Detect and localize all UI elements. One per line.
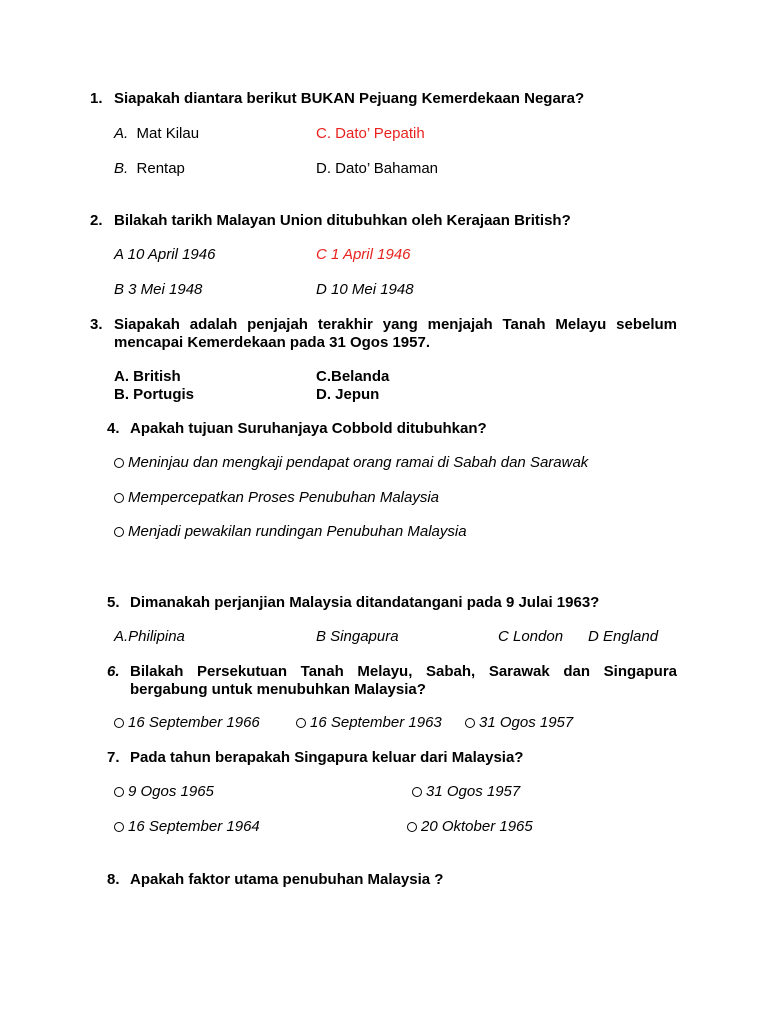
option-3[interactable]: 16 September 1964 [114, 818, 260, 835]
option-b: B. Portugis [114, 386, 195, 403]
option-a: A. Mat Kilau [114, 125, 200, 142]
radio-circle-icon[interactable] [114, 458, 124, 468]
radio-circle-icon[interactable] [407, 822, 417, 832]
question-number: 3. [90, 316, 103, 333]
option-2[interactable]: Mempercepatkan Proses Penubuhan Malaysia [114, 489, 439, 506]
question-number: 7. [107, 749, 120, 766]
option-1[interactable]: 16 September 1966 [114, 714, 260, 731]
option-3[interactable]: 31 Ogos 1957 [465, 714, 573, 731]
option-c: C.Belanda [316, 368, 390, 385]
option-1[interactable]: 9 Ogos 1965 [114, 783, 214, 800]
question-text: Apakah faktor utama penubuhan Malaysia ? [130, 871, 444, 888]
option-d: D. Dato’ Bahaman [316, 160, 439, 177]
option-c-answer: C 1 April 1946 [316, 246, 411, 263]
question-text: Dimanakah perjanjian Malaysia ditandatangani pada 9 Julai 1963? [130, 594, 600, 611]
option-a: A.Philipina [114, 628, 185, 645]
option-2[interactable]: 16 September 1963 [296, 714, 442, 731]
option-d: D 10 Mei 1948 [316, 281, 414, 298]
radio-circle-icon[interactable] [114, 527, 124, 537]
question-text: Pada tahun berapakah Singapura keluar dari Malaysia? [130, 749, 524, 766]
question-text-line-1: Bilakah Persekutuan Tanah Melayu, Sabah, Sarawak dan Singapura [130, 663, 677, 680]
radio-circle-icon[interactable] [114, 493, 124, 503]
radio-circle-icon[interactable] [114, 822, 124, 832]
question-number: 2. [90, 212, 103, 229]
question-text-line-2: mencapai Kemerdekaan pada 31 Ogos 1957. [114, 334, 430, 351]
question-number: 4. [107, 420, 120, 437]
question-number: 8. [107, 871, 120, 888]
question-text: Apakah tujuan Suruhanjaya Cobbold ditubuhkan? [130, 420, 487, 437]
question-text-line-2: bergabung untuk menubuhkan Malaysia? [130, 681, 426, 698]
option-c-answer: C. Dato’ Pepatih [316, 125, 425, 142]
option-d: D. Jepun [316, 386, 380, 403]
option-b: B. Rentap [114, 160, 185, 177]
radio-circle-icon[interactable] [114, 787, 124, 797]
option-c: C London [498, 628, 564, 645]
question-text-line-1: Siapakah adalah penjajah terakhir yang menjajah Tanah Melayu sebelum [114, 316, 677, 333]
question-text: Siapakah diantara berikut BUKAN Pejuang Kemerdekaan Negara? [114, 90, 585, 107]
question-text: Bilakah tarikh Malayan Union ditubuhkan oleh Kerajaan British? [114, 212, 571, 229]
radio-circle-icon[interactable] [114, 718, 124, 728]
option-d: D England [588, 628, 659, 645]
option-b: B Singapura [316, 628, 399, 645]
option-1[interactable]: Meninjau dan mengkaji pendapat orang ramai di Sabah dan Sarawak [114, 454, 588, 471]
option-b: B 3 Mei 1948 [114, 281, 203, 298]
option-2[interactable]: 31 Ogos 1957 [412, 783, 520, 800]
radio-circle-icon[interactable] [412, 787, 422, 797]
question-number: 6. [107, 663, 120, 680]
option-a: A 10 April 1946 [114, 246, 216, 263]
question-number: 5. [107, 594, 120, 611]
option-a: A. British [114, 368, 181, 385]
option-4[interactable]: 20 Oktober 1965 [407, 818, 533, 835]
question-number: 1. [90, 90, 103, 107]
option-3[interactable]: Menjadi pewakilan rundingan Penubuhan Malaysia [114, 523, 467, 540]
radio-circle-icon[interactable] [296, 718, 306, 728]
radio-circle-icon[interactable] [465, 718, 475, 728]
